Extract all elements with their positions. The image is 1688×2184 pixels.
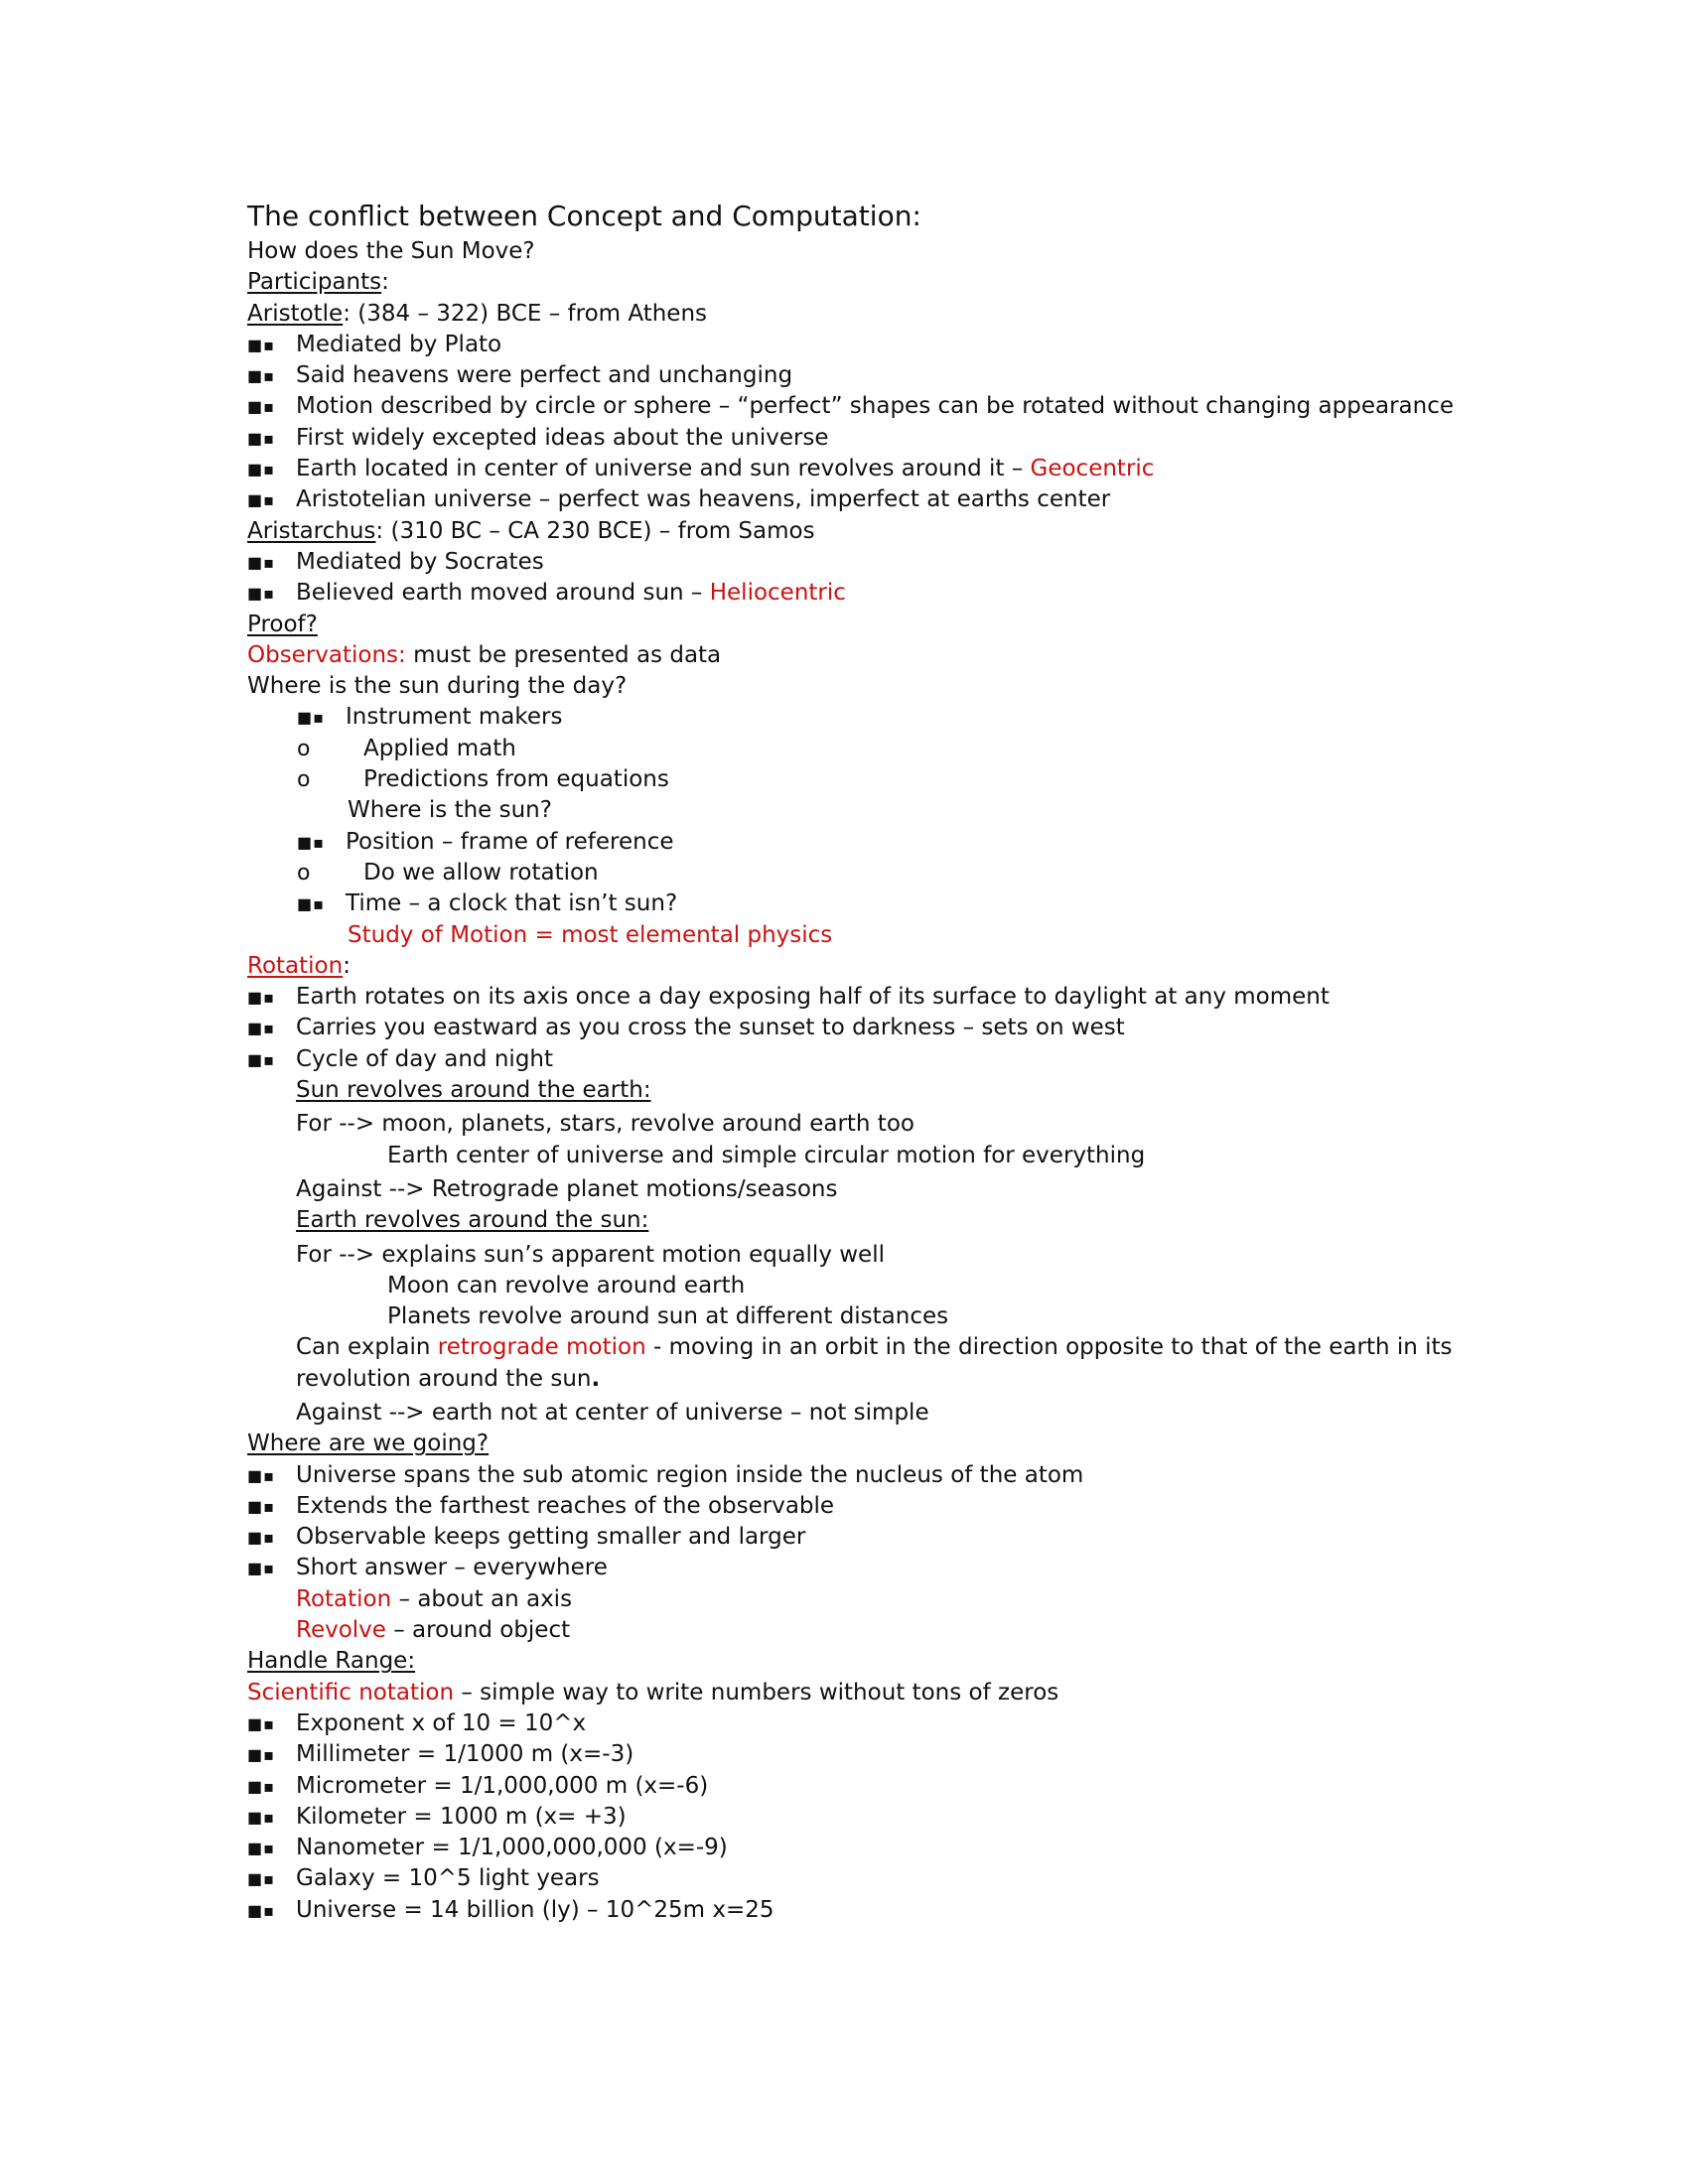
bullet-icon: ■▪: [247, 1745, 275, 1765]
list-item-text: Millimeter = 1/1000 m (x=-3): [296, 1741, 634, 1768]
aristotle-heading: [247, 299, 1488, 330]
list-item-text: Do we allow rotation: [363, 859, 599, 886]
retrograde-paragraph: [247, 1332, 1453, 1395]
list-item-text: Extends the farthest reaches of the observable: [296, 1492, 835, 1519]
earth-revolves-heading: [247, 1205, 1488, 1236]
bullet-icon: ■▪: [247, 1019, 275, 1038]
period: .: [591, 1365, 601, 1392]
sci-notation-line: [247, 1678, 1488, 1708]
bullet-icon: ■▪: [247, 1496, 275, 1516]
revolve-term: Revolve: [296, 1617, 386, 1644]
proof-label: Proof?: [247, 611, 318, 637]
list-item-text: Earth located in center of universe and sun revolves around it –: [296, 456, 1031, 482]
list-item: [247, 1460, 1488, 1491]
list-item-text: Aristotelian universe – perfect was heavens, imperfect at earths center: [296, 486, 1111, 513]
list-item-text: Said heavens were perfect and unchanging: [296, 362, 793, 389]
list-item-text: Mediated by Socrates: [296, 548, 544, 575]
earth-against: Against --> earth not at center of universe – not simple: [296, 1399, 929, 1426]
list-item-text: Nanometer = 1/1,000,000,000 (x=-9): [296, 1835, 728, 1861]
aristarchus-name: Aristarchus: [247, 517, 376, 544]
rotation-term: Rotation: [296, 1585, 392, 1612]
list-item-text: Believed earth moved around sun –: [296, 580, 710, 607]
colon: :: [381, 269, 389, 296]
sci-notation-def: – simple way to write numbers without tons of zeros: [454, 1679, 1059, 1706]
bullet-icon: ■▪: [247, 1869, 275, 1889]
list-item: [247, 702, 1488, 733]
proof-heading: [247, 610, 1488, 640]
list-item: [247, 360, 1488, 391]
handle-range-heading: [247, 1646, 1488, 1677]
observations-label: Observations:: [247, 641, 406, 668]
observations-line: [247, 640, 1488, 671]
geocentric-term: Geocentric: [1030, 456, 1155, 482]
list-item-text: Motion described by circle or sphere – “perfect” shapes can be rotated without changing appearance: [296, 393, 1455, 420]
aristotle-info: : (384 – 322) BCE – from Athens: [343, 300, 708, 327]
aristarchus-info: : (310 BC – CA 230 BCE) – from Samos: [375, 517, 815, 544]
list-item: [247, 1863, 1488, 1894]
earth-for: For --> explains sun’s apparent motion equally well: [296, 1241, 885, 1268]
bullet-icon: ■▪: [247, 584, 275, 604]
circle-bullet-icon: o: [297, 860, 311, 886]
list-item-text: Exponent x of 10 = 10^x: [296, 1709, 587, 1736]
page-title: The conflict between Concept and Computation:: [247, 200, 921, 232]
circle-bullet-icon: o: [297, 736, 311, 761]
list-item-text: Universe spans the sub atomic region inside the nucleus of the atom: [296, 1461, 1084, 1488]
list-item: [247, 1708, 1488, 1739]
revolve-def-text: – around object: [385, 1617, 571, 1644]
bullet-icon: ■▪: [297, 894, 325, 914]
list-item: [247, 1802, 1488, 1833]
handle-range-label: Handle Range:: [247, 1648, 416, 1675]
observations-text: must be presented as data: [405, 641, 722, 668]
bullet-icon: ■▪: [247, 335, 275, 354]
list-item: [247, 1044, 1488, 1075]
bullet-icon: ■▪: [247, 1528, 275, 1548]
bullet-icon: ■▪: [247, 397, 275, 417]
list-item-text: Predictions from equations: [363, 766, 669, 793]
list-item: [247, 391, 1488, 422]
where-is-sun: Where is the sun?: [348, 797, 552, 824]
list-item: [247, 858, 1488, 888]
sun-for: For --> moon, planets, stars, revolve around earth too: [296, 1111, 914, 1138]
colon: :: [343, 952, 351, 979]
list-item: [247, 1895, 1488, 1926]
list-item: [247, 454, 1488, 484]
list-item-text: Time – a clock that isn’t sun?: [346, 890, 678, 917]
bullet-icon: ■▪: [247, 1900, 275, 1920]
bullet-icon: ■▪: [247, 1713, 275, 1733]
bullet-icon: ■▪: [247, 1839, 275, 1858]
list-item: [247, 484, 1488, 515]
list-item: [247, 1771, 1488, 1802]
list-item: [247, 1833, 1488, 1863]
bullet-icon: ■▪: [247, 460, 275, 479]
retrograde-definition: - moving in an orbit in the direction opposite to that of the earth in its revolution around the sun: [296, 1334, 1453, 1392]
list-item-text: Micrometer = 1/1,000,000 m (x=-6): [296, 1772, 709, 1799]
list-item-text: Mediated by Plato: [296, 331, 502, 357]
list-item: [247, 888, 1488, 919]
circle-bullet-icon: o: [297, 767, 311, 793]
rotation-definition: [247, 1584, 1488, 1615]
bullet-icon: ■▪: [247, 428, 275, 448]
bullet-icon: ■▪: [247, 988, 275, 1008]
bullet-icon: ■▪: [247, 1559, 275, 1578]
bullet-icon: ■▪: [247, 490, 275, 510]
subtitle-question: How does the Sun Move?: [247, 238, 535, 264]
list-item: [247, 1013, 1488, 1043]
list-item: [247, 827, 1488, 858]
sci-notation-term: Scientific notation: [247, 1679, 455, 1706]
list-item: [247, 330, 1488, 360]
list-item-text: Applied math: [363, 735, 516, 761]
bullet-icon: ■▪: [247, 552, 275, 572]
where-going-label: Where are we going?: [247, 1431, 490, 1457]
list-item-text: Kilometer = 1000 m (x= +3): [296, 1803, 627, 1830]
where-sun-day: Where is the sun during the day?: [247, 673, 628, 700]
retrograde-term: retrograde motion: [437, 1334, 646, 1361]
sun-revolves-heading: [247, 1075, 1488, 1106]
bullet-icon: ■▪: [297, 708, 325, 728]
rotation-def-text: – about an axis: [391, 1585, 573, 1612]
revolve-definition: [247, 1615, 1488, 1646]
list-item: [247, 1491, 1488, 1522]
list-item-text: First widely excepted ideas about the universe: [296, 424, 829, 451]
list-item: [247, 1739, 1488, 1770]
can-explain-text: Can explain: [296, 1334, 438, 1361]
sun-against: Against --> Retrograde planet motions/seasons: [296, 1175, 838, 1202]
bullet-icon: ■▪: [247, 1807, 275, 1827]
list-item-text: Position – frame of reference: [346, 828, 674, 855]
study-of-motion: Study of Motion = most elemental physics: [348, 921, 833, 948]
bullet-icon: ■▪: [297, 832, 325, 852]
bullet-icon: ■▪: [247, 1465, 275, 1485]
bullet-icon: ■▪: [247, 1776, 275, 1796]
list-item-text: Cycle of day and night: [296, 1045, 554, 1072]
earth-revolves-label: Earth revolves around the sun:: [296, 1207, 649, 1234]
heliocentric-term: Heliocentric: [709, 580, 846, 607]
list-item-text: Instrument makers: [346, 704, 563, 731]
earth-for-detail-2: Planets revolve around sun at different distances: [387, 1303, 949, 1330]
list-item: [247, 1522, 1488, 1553]
list-item-text: Galaxy = 10^5 light years: [296, 1865, 600, 1892]
list-item-text: Carries you eastward as you cross the sunset to darkness – sets on west: [296, 1015, 1125, 1041]
document-page: [247, 197, 1488, 1926]
participants-label: Participants: [247, 269, 382, 296]
list-item-text: Earth rotates on its axis once a day exposing half of its surface to daylight at any moment: [296, 984, 1330, 1011]
list-item: [247, 764, 1488, 795]
participants-heading: [247, 267, 1488, 298]
rotation-heading: [247, 951, 1488, 982]
list-item-text: Universe = 14 billion (ly) – 10^25m x=25: [296, 1896, 774, 1923]
list-item: [247, 734, 1488, 764]
rotation-label: Rotation: [247, 952, 344, 979]
sun-for-detail: Earth center of universe and simple circular motion for everything: [387, 1142, 1146, 1168]
list-item: [247, 423, 1488, 454]
list-item: [247, 578, 1488, 609]
where-going-heading: [247, 1429, 1488, 1459]
bullet-icon: ■▪: [247, 1049, 275, 1069]
sun-revolves-label: Sun revolves around the earth:: [296, 1077, 651, 1104]
bullet-icon: ■▪: [247, 366, 275, 386]
list-item-text: Observable keeps getting smaller and larger: [296, 1524, 806, 1551]
list-item: [247, 982, 1488, 1013]
earth-for-detail-1: Moon can revolve around earth: [387, 1272, 746, 1298]
list-item: [247, 547, 1488, 578]
aristarchus-heading: [247, 516, 1488, 547]
aristotle-name: Aristotle: [247, 300, 344, 327]
list-item-text: Short answer – everywhere: [296, 1555, 608, 1581]
list-item: [247, 1553, 1488, 1583]
